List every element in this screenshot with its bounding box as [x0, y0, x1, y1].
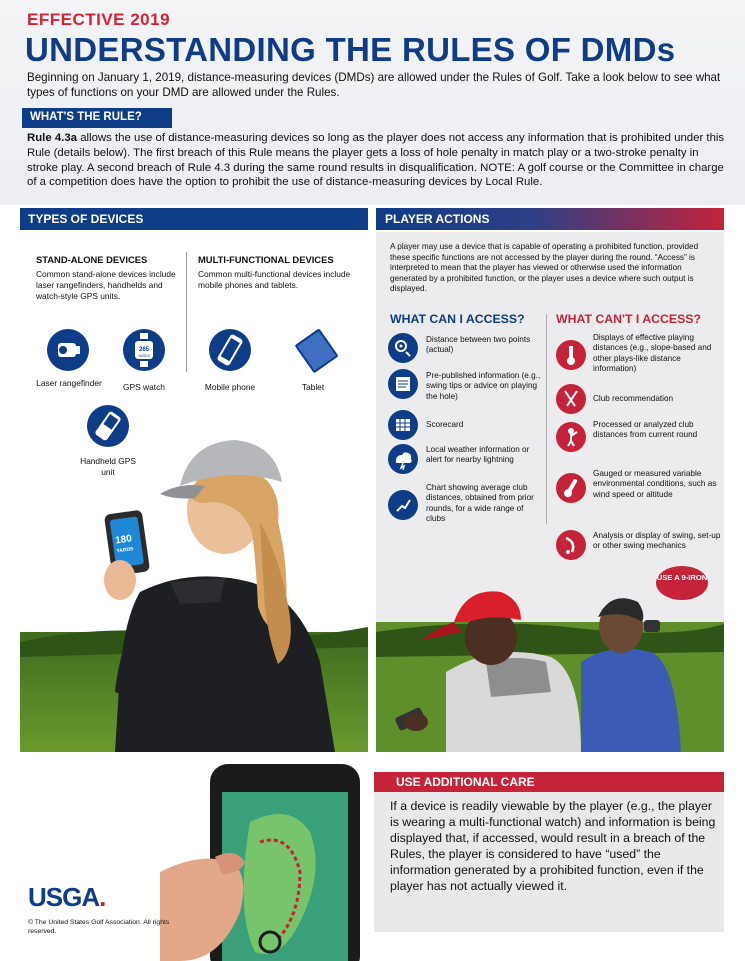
usga-logo: USGA. [28, 882, 106, 912]
additional-care-heading: USE ADDITIONAL CARE [374, 772, 724, 792]
cant-item-swing-analysis: Analysis or display of swing, set-up or other swing mechanics [593, 531, 721, 551]
weather-icon [388, 444, 418, 474]
can-item-weather: Local weather information or alert for nearby lightning [426, 445, 530, 465]
phone-gps-illustration [160, 762, 370, 961]
slope-icon [556, 340, 586, 370]
can-item-chart: Chart showing average club distances, obtained from prior rounds, for a wide range of clubs [426, 483, 534, 524]
gps-watch-icon [123, 329, 165, 371]
player-actions-heading: PLAYER ACTIONS [376, 208, 724, 230]
cant-item-processed-distances: Processed or analyzed club distances from current round [593, 420, 698, 440]
cant-item-club-recommendation: Club recommendation [593, 394, 674, 403]
rule-reference: Rule 4.3a [27, 132, 78, 144]
distance-icon [388, 333, 418, 363]
additional-care-text: If a device is readily viewable by the player (e.g., the player is wearing a multi-functional watch) and information is being displayed that, if accessed, would result in a breach of the Rules, the player is considered to have “used” the information generated by a prohibited function, even if the player has not actually viewed it. [390, 799, 716, 893]
phone-screen-number: 180 [114, 533, 133, 547]
mobile-phone-icon [209, 329, 251, 371]
rule-text: allows the use of distance-measuring devices so long as the player does not access any information that is prohibited under this Rule (details below). The first breach of this Rule means the player gets a loss of hole penalty in match play or a two-stroke penalty in stroke play. A second breach of Rule 4.3 during the same round results in disqualification. NOTE: A golf course or the Committee in charge of a competition does have the option to prohibit the use of distance-measuring devices by Local Rule. [27, 132, 725, 189]
thermometer-icon [556, 473, 586, 503]
rule-heading: WHAT'S THE RULE? [22, 108, 172, 128]
types-of-devices-heading: TYPES OF DEVICES [20, 208, 368, 230]
tablet-label: Tablet [301, 382, 325, 392]
copyright: © The United States Golf Association. All rights reserved. [28, 919, 170, 935]
can-item-scorecard: Scorecard [426, 420, 464, 429]
mobile-phone-label: Mobile phone [204, 382, 256, 392]
player-actions-text: A player may use a device that is capable of operating a prohibited function, provided these specific functions are not accessed by the player during the round. “Access” is interpreted to mean that the player has viewed or otherwise used the information generated by a prohibited function, or the player uses a device where such output is displayed. [390, 242, 699, 294]
can-item-distance: Distance between two points (actual) [426, 335, 531, 355]
page-title: UNDERSTANDING THE RULES OF DMDs [25, 31, 676, 68]
phone-screen-unit: YARDS [116, 546, 134, 555]
devices-panel [20, 232, 368, 752]
standalone-text: Common stand-alone devices include laser rangefinders, handhelds and watch-style GPS units. [36, 269, 176, 301]
rule-body [27, 131, 727, 190]
golfer-illustration [20, 402, 368, 752]
club-icon [556, 384, 586, 414]
multifunctional-text: Common multi-functional devices include mobile phones and tablets. [198, 269, 351, 290]
swing-analysis-icon [556, 530, 586, 560]
divider [546, 314, 547, 524]
can-item-prepublished: Pre-published information (e.g., swing tips or advice on playing the hole) [426, 371, 541, 401]
cant-access-heading: WHAT CAN'T I ACCESS? [556, 312, 702, 326]
cant-item-environmental: Gauged or measured variable environmental conditions, such as wind speed or altitude [593, 469, 717, 499]
rangefinder-icon [47, 329, 89, 371]
chart-icon [388, 490, 418, 520]
multifunctional-heading: MULTI-FUNCTIONAL DEVICES [198, 254, 334, 265]
scorecard-icon [388, 410, 418, 440]
watch-screen-unit: YARDS [138, 354, 150, 358]
effective-label: EFFECTIVE 2019 [27, 10, 171, 29]
intro-text: Beginning on January 1, 2019, distance-measuring devices (DMDs) are allowed under the Rules of Golf. Take a look below to see what types of functions on your DMD are allowed under the Rules. [27, 71, 721, 99]
use-9-iron-callout: USE A 9-IRON [656, 566, 708, 600]
standalone-heading: STAND-ALONE DEVICES [36, 254, 148, 265]
player-actions-panel [376, 232, 724, 752]
cant-item-effective-distances: Displays of effective playing distances (e.g., slope-based and other plays-like distance information) [593, 333, 712, 374]
divider [186, 252, 187, 372]
can-access-heading: WHAT CAN I ACCESS? [390, 312, 525, 326]
gps-watch-label: GPS watch [123, 382, 165, 392]
handheld-gps-label: Handheld GPS unit [80, 456, 136, 477]
book-icon [388, 369, 418, 399]
usga-logo-text: USGA [28, 882, 100, 912]
golfer-swing-icon [556, 422, 586, 452]
tablet-icon [288, 325, 344, 375]
watch-screen-number: 265 [138, 347, 150, 353]
rangefinder-label: Laser rangefinder [36, 378, 102, 388]
